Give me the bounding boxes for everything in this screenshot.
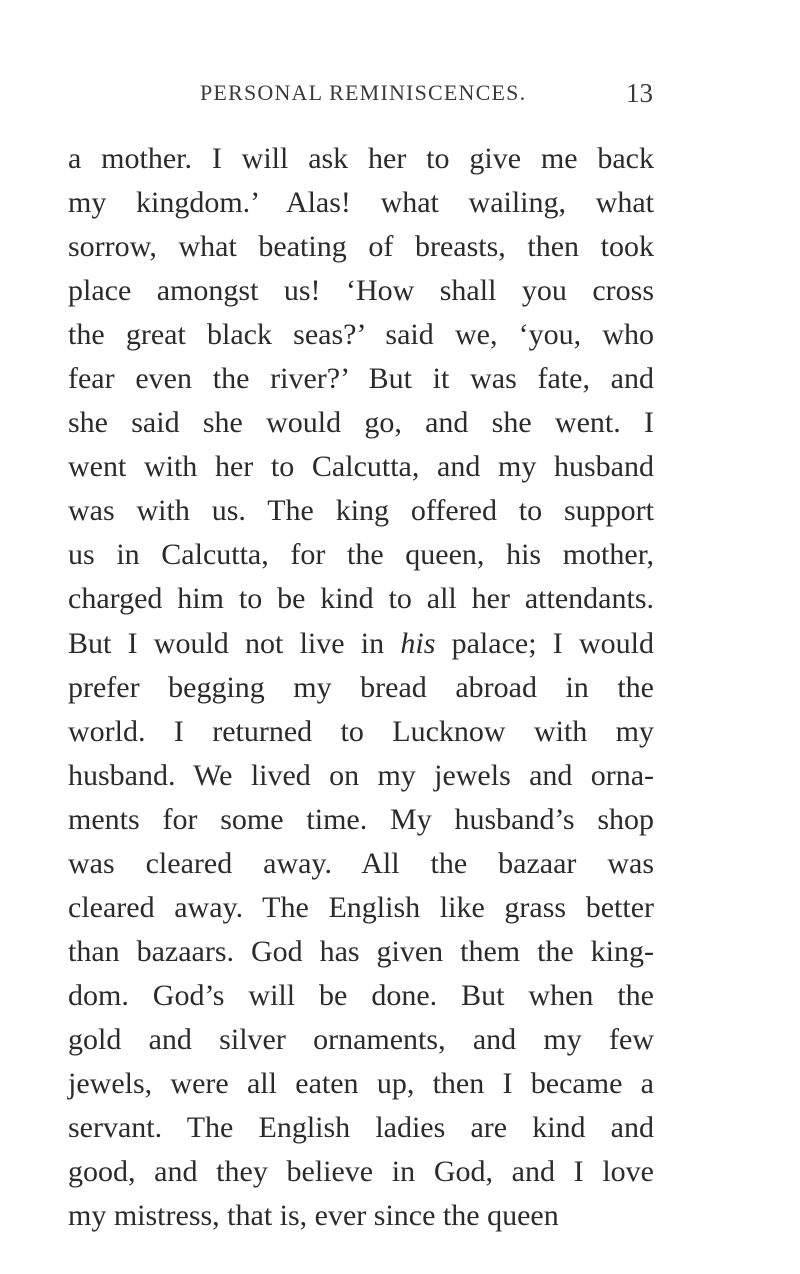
text-line: us in Calcutta, for the queen, his mother, xyxy=(68,538,654,572)
running-head xyxy=(200,80,653,114)
text-line: dom. God’s will be done. But when the xyxy=(68,978,654,1012)
text-line: she said she would go, and she went. I xyxy=(68,406,654,440)
text-line: jewels, were all eaten up, then I became a xyxy=(68,1066,654,1100)
text-span: palace; I would xyxy=(435,626,655,660)
text-line: than bazaars. God has given them the king- xyxy=(68,934,654,968)
text-span: But I would not live in xyxy=(68,626,401,660)
text-line: my kingdom.’ Alas! what wailing, what xyxy=(68,186,654,220)
body-text xyxy=(68,137,654,1238)
text-line: servant. The English ladies are kind and xyxy=(68,1111,654,1145)
text-line: prefer begging my bread abroad in the xyxy=(68,670,654,704)
text-line: a mother. I will ask her to give me back xyxy=(68,142,654,175)
text-line: charged him to be kind to all her attendants. xyxy=(68,582,654,616)
text-line: fear even the river?’ But it was fate, and xyxy=(68,362,654,396)
text-line: went with her to Calcutta, and my husband xyxy=(68,450,654,484)
running-head-title: PERSONAL REMINISCENCES. xyxy=(200,80,527,105)
text-line: place amongst us! ‘How shall you cross xyxy=(68,274,654,308)
text-line: gold and silver ornaments, and my few xyxy=(68,1022,654,1056)
text-line: cleared away. The English like grass better xyxy=(68,890,654,924)
text-line: world. I returned to Lucknow with my xyxy=(68,714,654,748)
text-line: the great black seas?’ said we, ‘you, who xyxy=(68,318,654,352)
text-line: ments for some time. My husband’s shop xyxy=(68,802,654,836)
text-line: was with us. The king offered to support xyxy=(68,494,654,528)
text-line: my mistress, that is, ever since the queen xyxy=(68,1199,559,1233)
text-line: was cleared away. All the bazaar was xyxy=(68,846,654,880)
text-line xyxy=(68,622,654,666)
text-line: husband. We lived on my jewels and orna- xyxy=(68,758,654,792)
text-line: sorrow, what beating of breasts, then took xyxy=(68,230,654,264)
page-number: 13 xyxy=(626,78,653,108)
text-line: good, and they believe in God, and I love xyxy=(68,1155,654,1189)
italic-word: his xyxy=(400,626,436,660)
